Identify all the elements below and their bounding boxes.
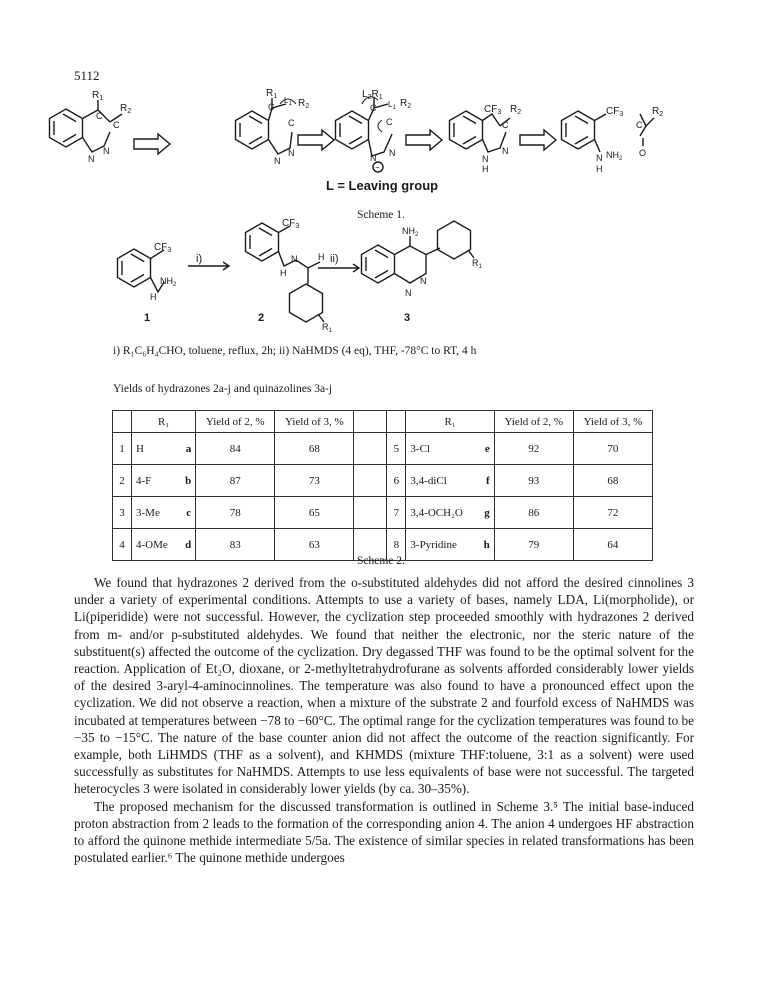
leaving-group-legend: L = Leaving group [326, 178, 439, 193]
s2-c3-n1: N [405, 288, 412, 298]
s2-c3-nh2: $NH_2$ [402, 226, 419, 238]
s2-c1-cf3: $CF_3$ [154, 242, 172, 254]
s2-c2-h2: H [318, 252, 325, 262]
scheme1-structure-b [236, 98, 297, 154]
table-row [113, 465, 653, 497]
header-yield-3-b: Yield of 3, % [573, 411, 652, 433]
cell-yield-2: 83 [196, 529, 275, 561]
cell-r1: H [132, 433, 179, 465]
cell-num: 3 [113, 497, 132, 529]
cell-r1: 3-Me [132, 497, 179, 529]
header-yield-2-b: Yield of 2, % [494, 411, 573, 433]
header-yield-2: Yield of 2, % [196, 411, 275, 433]
scheme1-arrow-3 [406, 130, 442, 150]
d-cf3: $CF_3$ [484, 104, 502, 116]
b-c2: C [288, 118, 295, 128]
e-o: O [639, 148, 647, 158]
table-header-row [113, 411, 653, 433]
scheme2-compound-3 [362, 221, 475, 283]
scheme2-caption: Scheme 2. [357, 555, 405, 567]
s2-step1: i) [196, 253, 203, 265]
cell-num: 5 [387, 433, 406, 465]
cell-yield-3: 72 [573, 497, 652, 529]
yields-table [112, 410, 653, 561]
header-r1-b: R₁ [406, 411, 494, 433]
cell-code: a [179, 433, 196, 465]
cell-code: f [477, 465, 494, 497]
s2-label-2: 2 [258, 312, 265, 324]
cell-yield-3: 65 [275, 497, 354, 529]
d-n1: N [482, 154, 489, 164]
d-h: H [482, 164, 489, 174]
e-r2: $R_2$ [652, 106, 664, 118]
reaction-conditions: i) R₁C₆H₄CHO, toluene, reflux, 2h; ii) NaHMDS (4 eq), THF, -78°C to RT, 4 h [113, 345, 477, 357]
c-l2r1: $L_2R_1$ [362, 89, 383, 101]
cell-code: g [477, 497, 494, 529]
b-l1: $L_1$ [284, 96, 292, 107]
cell-r1: 3,4-diCl [406, 465, 477, 497]
e-c: C [636, 120, 643, 130]
scheme2-compound-1 [118, 249, 165, 292]
a-n1: N [88, 154, 95, 164]
c-c2: C [386, 117, 393, 127]
cell-yield-3: 68 [573, 465, 652, 497]
c-n1: N [370, 153, 377, 163]
scheme1-structure-c [336, 97, 393, 172]
e-h: H [596, 164, 603, 174]
table-row [113, 497, 653, 529]
s2-c2-n: N [291, 254, 298, 264]
b-c: C [268, 102, 275, 112]
reaction-schemes-figure [0, 0, 768, 345]
cell-r1: 3-Cl [406, 433, 477, 465]
cell-code: e [477, 433, 494, 465]
cell-code: b [179, 465, 196, 497]
scheme1-structure-d [450, 111, 511, 152]
s2-c2-cf3: $CF_3$ [282, 218, 300, 230]
scheme1-caption: Scheme 1. [357, 209, 405, 221]
s2-c1-nh2: $NH_2$ [160, 276, 177, 288]
scheme1-arrow-1 [134, 134, 170, 154]
a-c2: C [113, 120, 120, 130]
s2-step2: ii) [330, 253, 339, 265]
cell-yield-2: 79 [494, 529, 573, 561]
c-l1: $L_1$ [388, 100, 396, 111]
cell-r1: 3-Pyridine [406, 529, 477, 561]
s2-label-3: 3 [404, 312, 411, 324]
cell-yield-2: 93 [494, 465, 573, 497]
c-neg: − [375, 163, 380, 172]
header-yield-3: Yield of 3, % [275, 411, 354, 433]
e-n: N [596, 153, 603, 163]
scheme1-arrow-2 [298, 130, 334, 150]
e-cf3: $CF_3$ [606, 106, 624, 118]
d-n2: N [502, 146, 509, 156]
cell-yield-2: 78 [196, 497, 275, 529]
b-r1: $R_1$ [266, 88, 278, 100]
body-text [74, 574, 694, 866]
d-r2: $R_2$ [510, 104, 522, 116]
b-n2: N [288, 148, 295, 158]
b-r2: $R_2$ [298, 98, 310, 110]
cell-num: 4 [113, 529, 132, 561]
cell-yield-2: 92 [494, 433, 573, 465]
cell-code: d [179, 529, 196, 561]
paragraph-1: We found that hydrazones 2 derived from the o-substituted aldehydes did not afford the desired cinnolines 3 under a variety of experimental conditions. Attempts to use a variety of bases, namely LDA, Li(morpholide), or Li(piperidide) were not successful. However, the cyclization step proceeded smoothly with hydrazones 2 derived from m- and/or p-substituted aldehydes. We found that neither the electronic, nor the steric nature of the substituent(s) affected the outcome of the cyclization. Dry degassed THF was found to be the optimal solvent for the reaction. Application of Et₂O, dioxane, or 2-methyltetrahydrofurane as solvents afforded considerably lower yields of the desired 3-aryl-4-aminocinnolines. The temperature was also found to have a pronounced effect upon the cyclization. We did not observe a reaction, when a mixture of the substrate 2 and fourfold excess of NaHMDS was incubated at temperatures between −78 to −60°C. The optimal range for the cyclization temperatures was found to be −35 to −15°C. The nature of the base counter anion did not affect the outcome of the reaction significantly. For example, both LiHMDS (THF as a solvent), and KHMDS (mixture THF:toluene, 3:1 as a solvent) were used successfully as substitutes for NaHMDS. Attempts to use less equivalents of base were not successful. The targeted heterocycles 3 were isolated in considerably lower yields (by ca. 30–35%). [74, 575, 694, 797]
page-number: 5112 [74, 68, 100, 83]
a-r1: $R_1$ [92, 90, 104, 102]
s2-label-1: 1 [144, 312, 151, 324]
cell-yield-3: 73 [275, 465, 354, 497]
e-nh2: $NH_2$ [606, 150, 623, 162]
cell-num: 8 [387, 529, 406, 561]
cell-r1: 3,4-OCH₂O [406, 497, 477, 529]
cell-yield-3: 68 [275, 433, 354, 465]
header-r1: R₁ [132, 411, 196, 433]
cell-r1: 4-F [132, 465, 179, 497]
cell-code: c [179, 497, 196, 529]
b-n1: N [274, 156, 281, 166]
d-c: C [502, 120, 509, 130]
paragraph-2: The proposed mechanism for the discussed transformation is outlined in Scheme 3.⁵ The initial base-induced proton abstraction from 2 leads to the formation of the corresponding anion 4. The anion 4 undergoes HF abstraction to afford the quinone methide intermediate 5/5a. The existence of similar species in related transformations has been postulated earlier.⁶ The quinone methide undergoes [74, 798, 694, 866]
yields-table-title: Yields of hydrazones 2a-j and quinazolines 3a-j [113, 383, 333, 395]
a-c: C [96, 111, 103, 121]
a-n2: N [103, 146, 110, 156]
c-c: C [370, 103, 377, 113]
s2-c3-r1: $R_1$ [472, 258, 482, 270]
a-r2: $R_2$ [120, 103, 132, 115]
cell-yield-2: 84 [196, 433, 275, 465]
cell-yield-2: 86 [494, 497, 573, 529]
cell-yield-2: 87 [196, 465, 275, 497]
s2-c2-r1: $R_1$ [322, 322, 332, 334]
cell-num: 1 [113, 433, 132, 465]
s2-c3-n2: N [420, 276, 427, 286]
cell-num: 7 [387, 497, 406, 529]
cell-code: h [477, 529, 494, 561]
scheme1-structure-e [562, 111, 655, 152]
table-row [113, 433, 653, 465]
cell-r1: 4-OMe [132, 529, 179, 561]
scheme1-structure-a [50, 100, 123, 152]
cell-num: 6 [387, 465, 406, 497]
s2-c1-h: H [150, 292, 157, 302]
s2-c2-h: H [280, 268, 287, 278]
scheme1-arrow-4 [520, 130, 556, 150]
cell-yield-3: 63 [275, 529, 354, 561]
cell-num: 2 [113, 465, 132, 497]
c-n2: N [389, 148, 396, 158]
cell-yield-3: 70 [573, 433, 652, 465]
c-r2: $R_2$ [400, 98, 412, 110]
cell-yield-3: 64 [573, 529, 652, 561]
